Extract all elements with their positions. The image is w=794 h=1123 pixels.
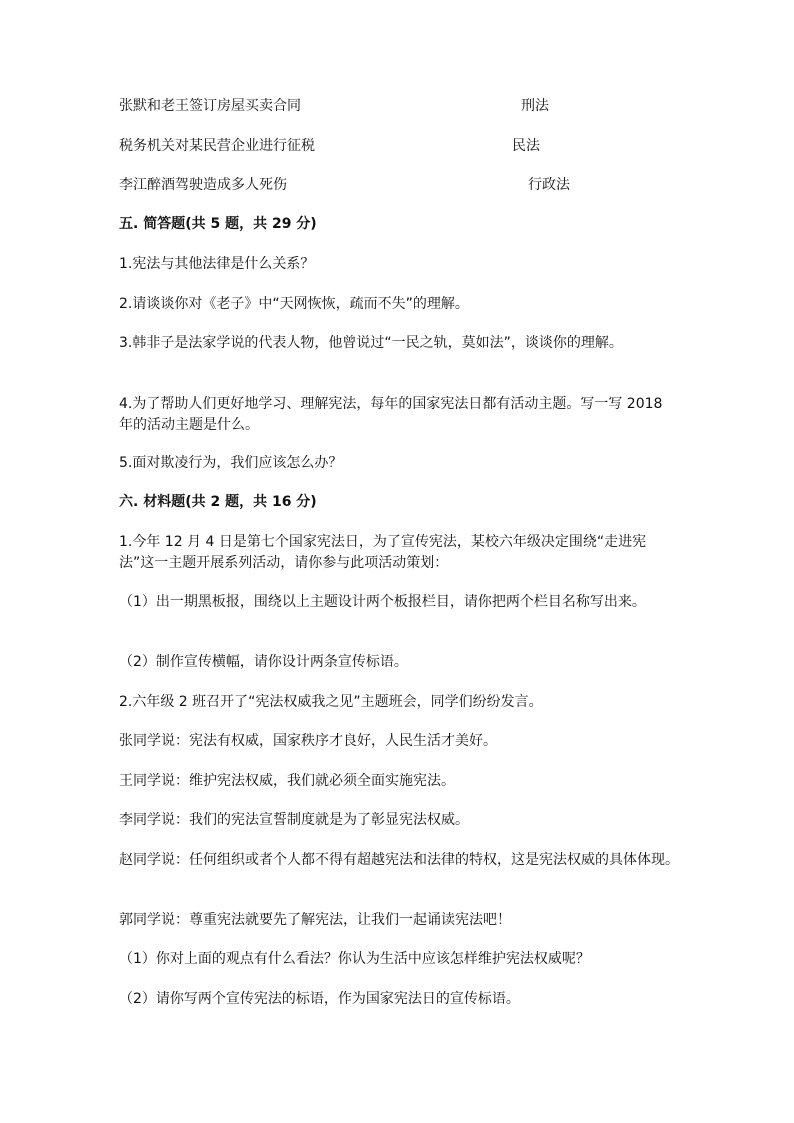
statement-li: 李同学说：我们的宪法宣誓制度就是为了彰显宪法权威。: [119, 812, 469, 828]
section-6-question-2-sub-2: （2）请你写两个宣传宪法的标语，作为国家宪法日的宣传标语。: [119, 991, 520, 1007]
section-5-question-5: 5.面对欺凌行为，我们应该怎么办？: [119, 455, 343, 471]
statement-wang: 王同学说：维护宪法权威，我们就必须全面实施宪法。: [119, 773, 455, 789]
section-5-question-4: 4.为了帮助人们更好地学习、理解宪法，每年的国家宪法日都有活动主题。写一写 2018 年的活动主题是什么。: [119, 396, 663, 433]
statement-guo: 郭同学说：尊重宪法就要先了解宪法，让我们一起诵读宪法吧！: [119, 912, 511, 928]
section-5-question-1: 1.宪法与其他法律是什么关系？: [119, 256, 315, 272]
section-6-question-2-stem: 2.六年级 2 班召开了“宪法权威我之见”主题班会，同学们纷纷发言。: [119, 694, 543, 710]
matching-right-1: 刑法: [521, 98, 549, 114]
section-6-title: 六. 材料题(共 2 题，共 16 分): [119, 494, 317, 510]
matching-right-2: 民法: [512, 138, 540, 154]
matching-left-2: 税务机关对某民营企业进行征税: [119, 138, 315, 154]
section-6-question-1-sub-1: （1）出一期黑板报，围绕以上主题设计两个板报栏目，请你把两个栏目名称写出来。: [119, 594, 646, 610]
statement-zhang: 张同学说：宪法有权威，国家秩序才良好，人民生活才美好。: [119, 733, 497, 749]
section-5-title: 五. 简答题(共 5 题，共 29 分): [119, 216, 317, 232]
section-6-question-1-sub-2: （2）制作宣传横幅，请你设计两条宣传标语。: [119, 654, 408, 670]
section-6-question-2-sub-1: （1）你对上面的观点有什么看法？你认为生活中应该怎样维护宪法权威呢？: [119, 951, 590, 967]
matching-right-3: 行政法: [528, 177, 570, 193]
statement-zhao: 赵同学说：任何组织或者个人都不得有超越宪法和法律的特权，这是宪法权威的具体体现。: [119, 852, 679, 868]
matching-left-1: 张默和老王签订房屋买卖合同: [119, 98, 301, 114]
matching-left-3: 李江醉酒驾驶造成多人死伤: [119, 177, 287, 193]
section-5-question-2: 2.请谈谈你对《老子》中“天网恢恢，疏而不失”的理解。: [119, 296, 469, 312]
section-6-question-1-stem: 1.今年 12 月 4 日是第七个国家宪法日，为了宣传宪法，某校六年级决定围绕“走进宪法”这一主题开展系列活动，请你参与此项活动策划：: [119, 534, 647, 571]
section-5-question-3: 3.韩非子是法家学说的代表人物，他曾说过“一民之轨，莫如法”，谈谈你的理解。: [119, 335, 623, 351]
